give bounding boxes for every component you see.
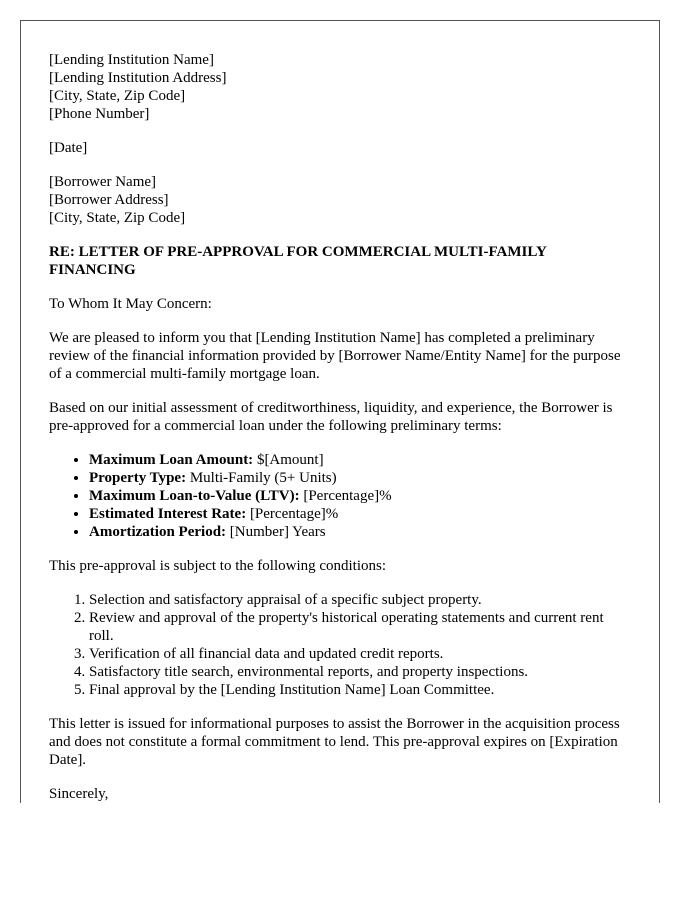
lender-name: [Lending Institution Name] [49, 52, 214, 68]
intro-paragraph: We are pleased to inform you that [Lending Institution Name] has completed a preliminary review of the financial information provided by [Borrower Name/Entity Name] for the purpose of a commercial multi-family mortgage loan. [49, 330, 621, 382]
borrower-name: [Borrower Name] [49, 174, 157, 190]
borrower-address-block [49, 173, 629, 227]
letter-page [20, 20, 660, 803]
lender-address-block [49, 51, 629, 123]
borrower-city-state-zip: [City, State, Zip Code] [49, 210, 186, 226]
term-value: [Percentage]% [299, 488, 392, 504]
lender-city-state-zip: [City, State, Zip Code] [49, 88, 186, 104]
term-value: $[Amount] [253, 452, 324, 468]
assessment-paragraph: Based on our initial assessment of creditworthiness, liquidity, and experience, the Borrower is pre-approved for a commercial loan under the following preliminary terms: [49, 400, 613, 434]
term-label: Maximum Loan-to-Value (LTV): [89, 488, 300, 504]
date-text: [Date] [49, 140, 88, 156]
borrower-address: [Borrower Address] [49, 192, 169, 208]
letter-content [49, 51, 629, 803]
disclaimer-paragraph: This letter is issued for informational purposes to assist the Borrower in the acquisition process and does not constitute a formal commitment to lend. This pre-approval expires on [Expiration Date]. [49, 716, 620, 768]
lender-address: [Lending Institution Address] [49, 70, 227, 86]
term-item [89, 523, 629, 541]
lender-phone: [Phone Number] [49, 106, 150, 122]
term-label: Estimated Interest Rate: [89, 506, 247, 522]
conditions-intro: This pre-approval is subject to the following conditions: [49, 558, 387, 574]
conditions-list [49, 591, 629, 699]
term-label: Maximum Loan Amount: [89, 452, 254, 468]
salutation: To Whom It May Concern: [49, 296, 212, 312]
term-value: [Percentage]% [246, 506, 339, 522]
condition-item: 4. Satisfactory title search, environmental reports, and property inspections. [89, 663, 629, 681]
term-item [89, 487, 629, 505]
term-value: Multi-Family (5+ Units) [186, 470, 337, 486]
letter-date [49, 139, 629, 157]
loan-terms-list [49, 451, 629, 541]
condition-item: 3. Verification of all financial data and updated credit reports. [89, 645, 629, 663]
term-item [89, 469, 629, 487]
term-value: [Number] Years [226, 524, 326, 540]
condition-item: 1. Selection and satisfactory appraisal of a specific subject property. [89, 591, 629, 609]
condition-item: 5. Final approval by the [Lending Institution Name] Loan Committee. [89, 681, 629, 699]
term-item [89, 451, 629, 469]
term-label: Amortization Period: [89, 524, 227, 540]
closing: Sincerely, [49, 786, 109, 802]
term-label: Property Type: [89, 470, 187, 486]
condition-item: 2. Review and approval of the property's historical operating statements and current rent roll. [89, 609, 629, 645]
subject-line: RE: LETTER OF PRE-APPROVAL FOR COMMERCIAL MULTI-FAMILY FINANCING [49, 244, 547, 278]
term-item [89, 505, 629, 523]
